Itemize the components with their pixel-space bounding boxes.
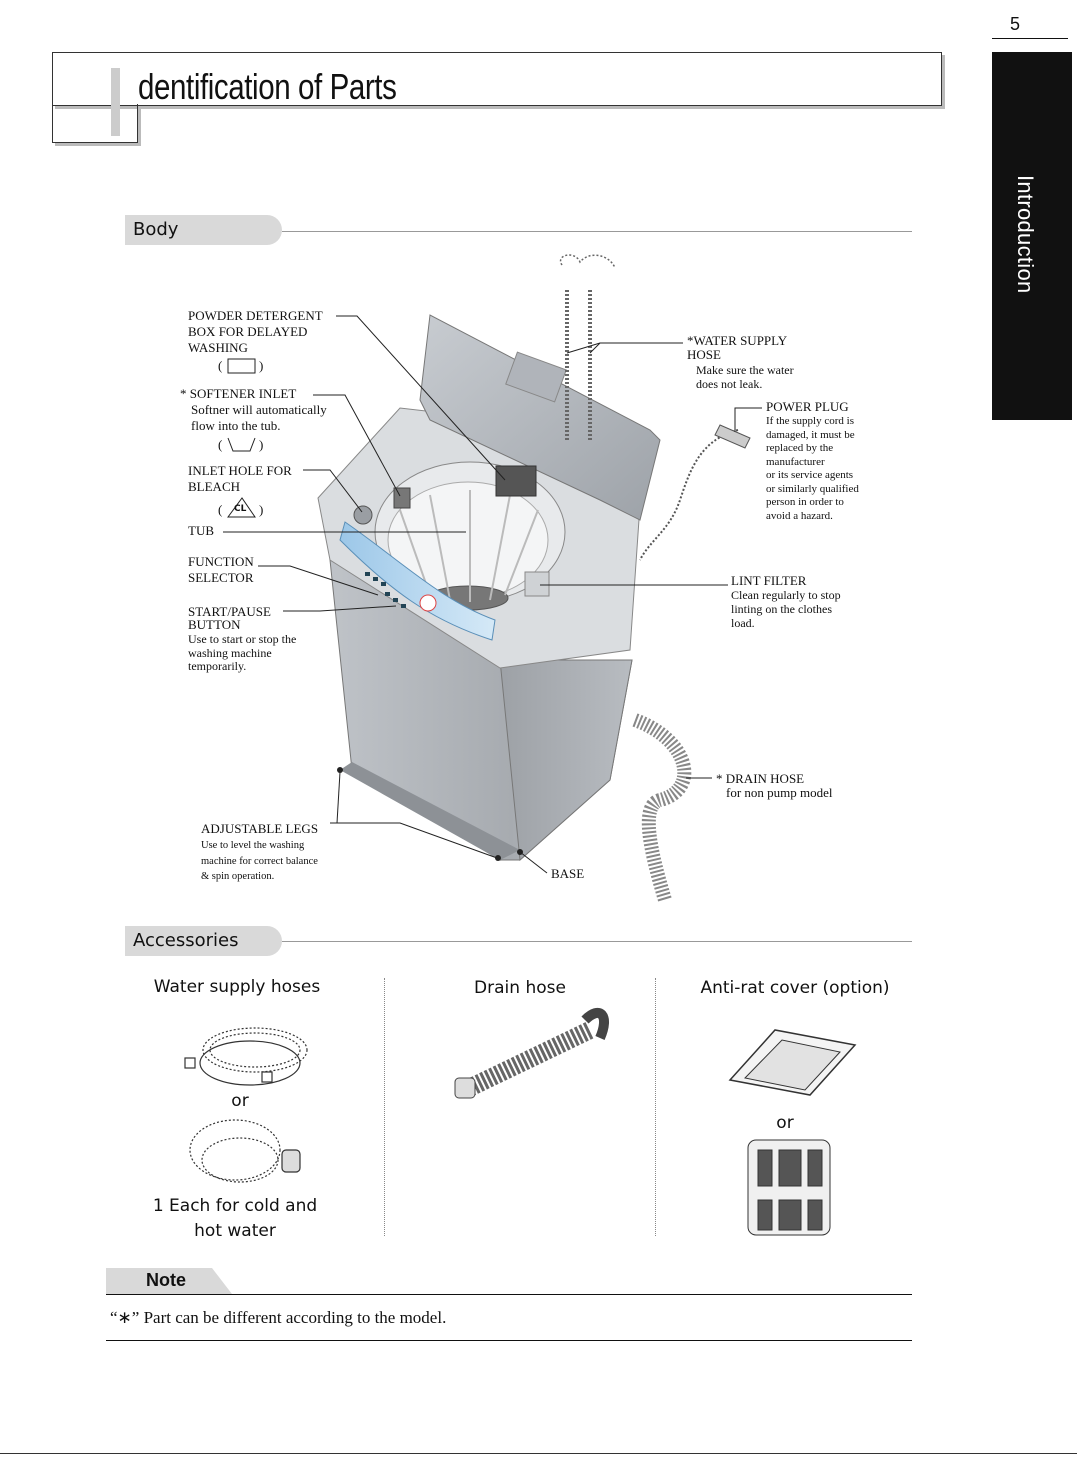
label-water-supply-hose: *WATER SUPPLY HOSE [687, 333, 788, 362]
water-hose-coil-1 [185, 1028, 307, 1085]
water-hose-coil-2 [190, 1120, 300, 1182]
symbol-paren-open: ( [218, 437, 223, 452]
accessory-or-label: or [776, 1113, 794, 1133]
label-power-plug-desc: If the supply cord is damaged, it must be replaced by the manufacturer or its service agents or similarly qualified person in order to avoid a hazard. [766, 415, 859, 522]
label-lint-filter-desc: Clean regularly to stop linting on the clothes load. [731, 588, 841, 630]
label-tub: TUB [188, 523, 214, 538]
page-bottom-rule [0, 1453, 1077, 1454]
symbol-paren-close: ) [259, 358, 264, 373]
label-power-plug: POWER PLUG [766, 399, 849, 414]
label-softener-inlet: * SOFTENER INLET [180, 386, 297, 401]
accessory-water-supply-hoses-title: Water supply hoses [153, 977, 321, 997]
label-adjustable-legs: ADJUSTABLE LEGS [201, 821, 319, 836]
label-drain-hose-desc: for non pump model [726, 785, 833, 800]
accessory-cold-hot-caption: 1 Each for cold and hot water [152, 1196, 318, 1241]
label-drain-hose: * DRAIN HOSE [716, 771, 805, 786]
page-number: 5 [1010, 14, 1021, 34]
accessory-or-label: or [231, 1091, 249, 1111]
label-start-pause-desc: Use to start or stop the washing machine temporarily. [188, 632, 297, 673]
section-side-label: Introduction [1013, 175, 1038, 294]
label-lint-filter: LINT FILTER [731, 573, 807, 588]
label-water-supply-desc: Make sure the water does not leak. [696, 363, 794, 391]
symbol-paren-close: ) [259, 437, 264, 452]
bleach-cl-symbol: CL [234, 504, 247, 514]
label-softener-desc: Softner will automatically flow into the tub. [191, 402, 327, 433]
note-bottom-rule [106, 1340, 912, 1341]
symbol-paren-close: ) [259, 502, 264, 517]
label-function-selector: FUNCTION SELECTOR [188, 554, 254, 585]
anti-rat-cover-tray [730, 1030, 855, 1095]
drain-hose-accessory [455, 1013, 604, 1098]
accessories-section-heading: Accessories [125, 926, 282, 956]
note-top-rule [106, 1294, 912, 1295]
label-adjustable-legs-desc: Use to level the washing machine for correct balance & spin operation. [201, 840, 318, 882]
accessory-drain-hose-title: Drain hose [474, 978, 566, 998]
anti-rat-cover-grid [748, 1140, 830, 1235]
accessory-anti-rat-cover-title: Anti-rat cover (option) [700, 978, 890, 998]
label-bleach-inlet: INLET HOLE FOR BLEACH [188, 463, 292, 494]
symbol-paren-open: ( [218, 358, 223, 373]
body-section-heading: Body [125, 215, 282, 245]
label-base: BASE [551, 866, 585, 881]
note-heading: Note [146, 1270, 186, 1290]
note-text: “∗” Part can be different according to the model. [110, 1308, 447, 1327]
symbol-paren-open: ( [218, 502, 223, 517]
label-start-pause: START/PAUSE BUTTON [188, 604, 271, 632]
page-title: dentification of Parts [138, 66, 397, 107]
label-powder-detergent: POWDER DETERGENT BOX FOR DELAYED WASHING [188, 308, 323, 355]
